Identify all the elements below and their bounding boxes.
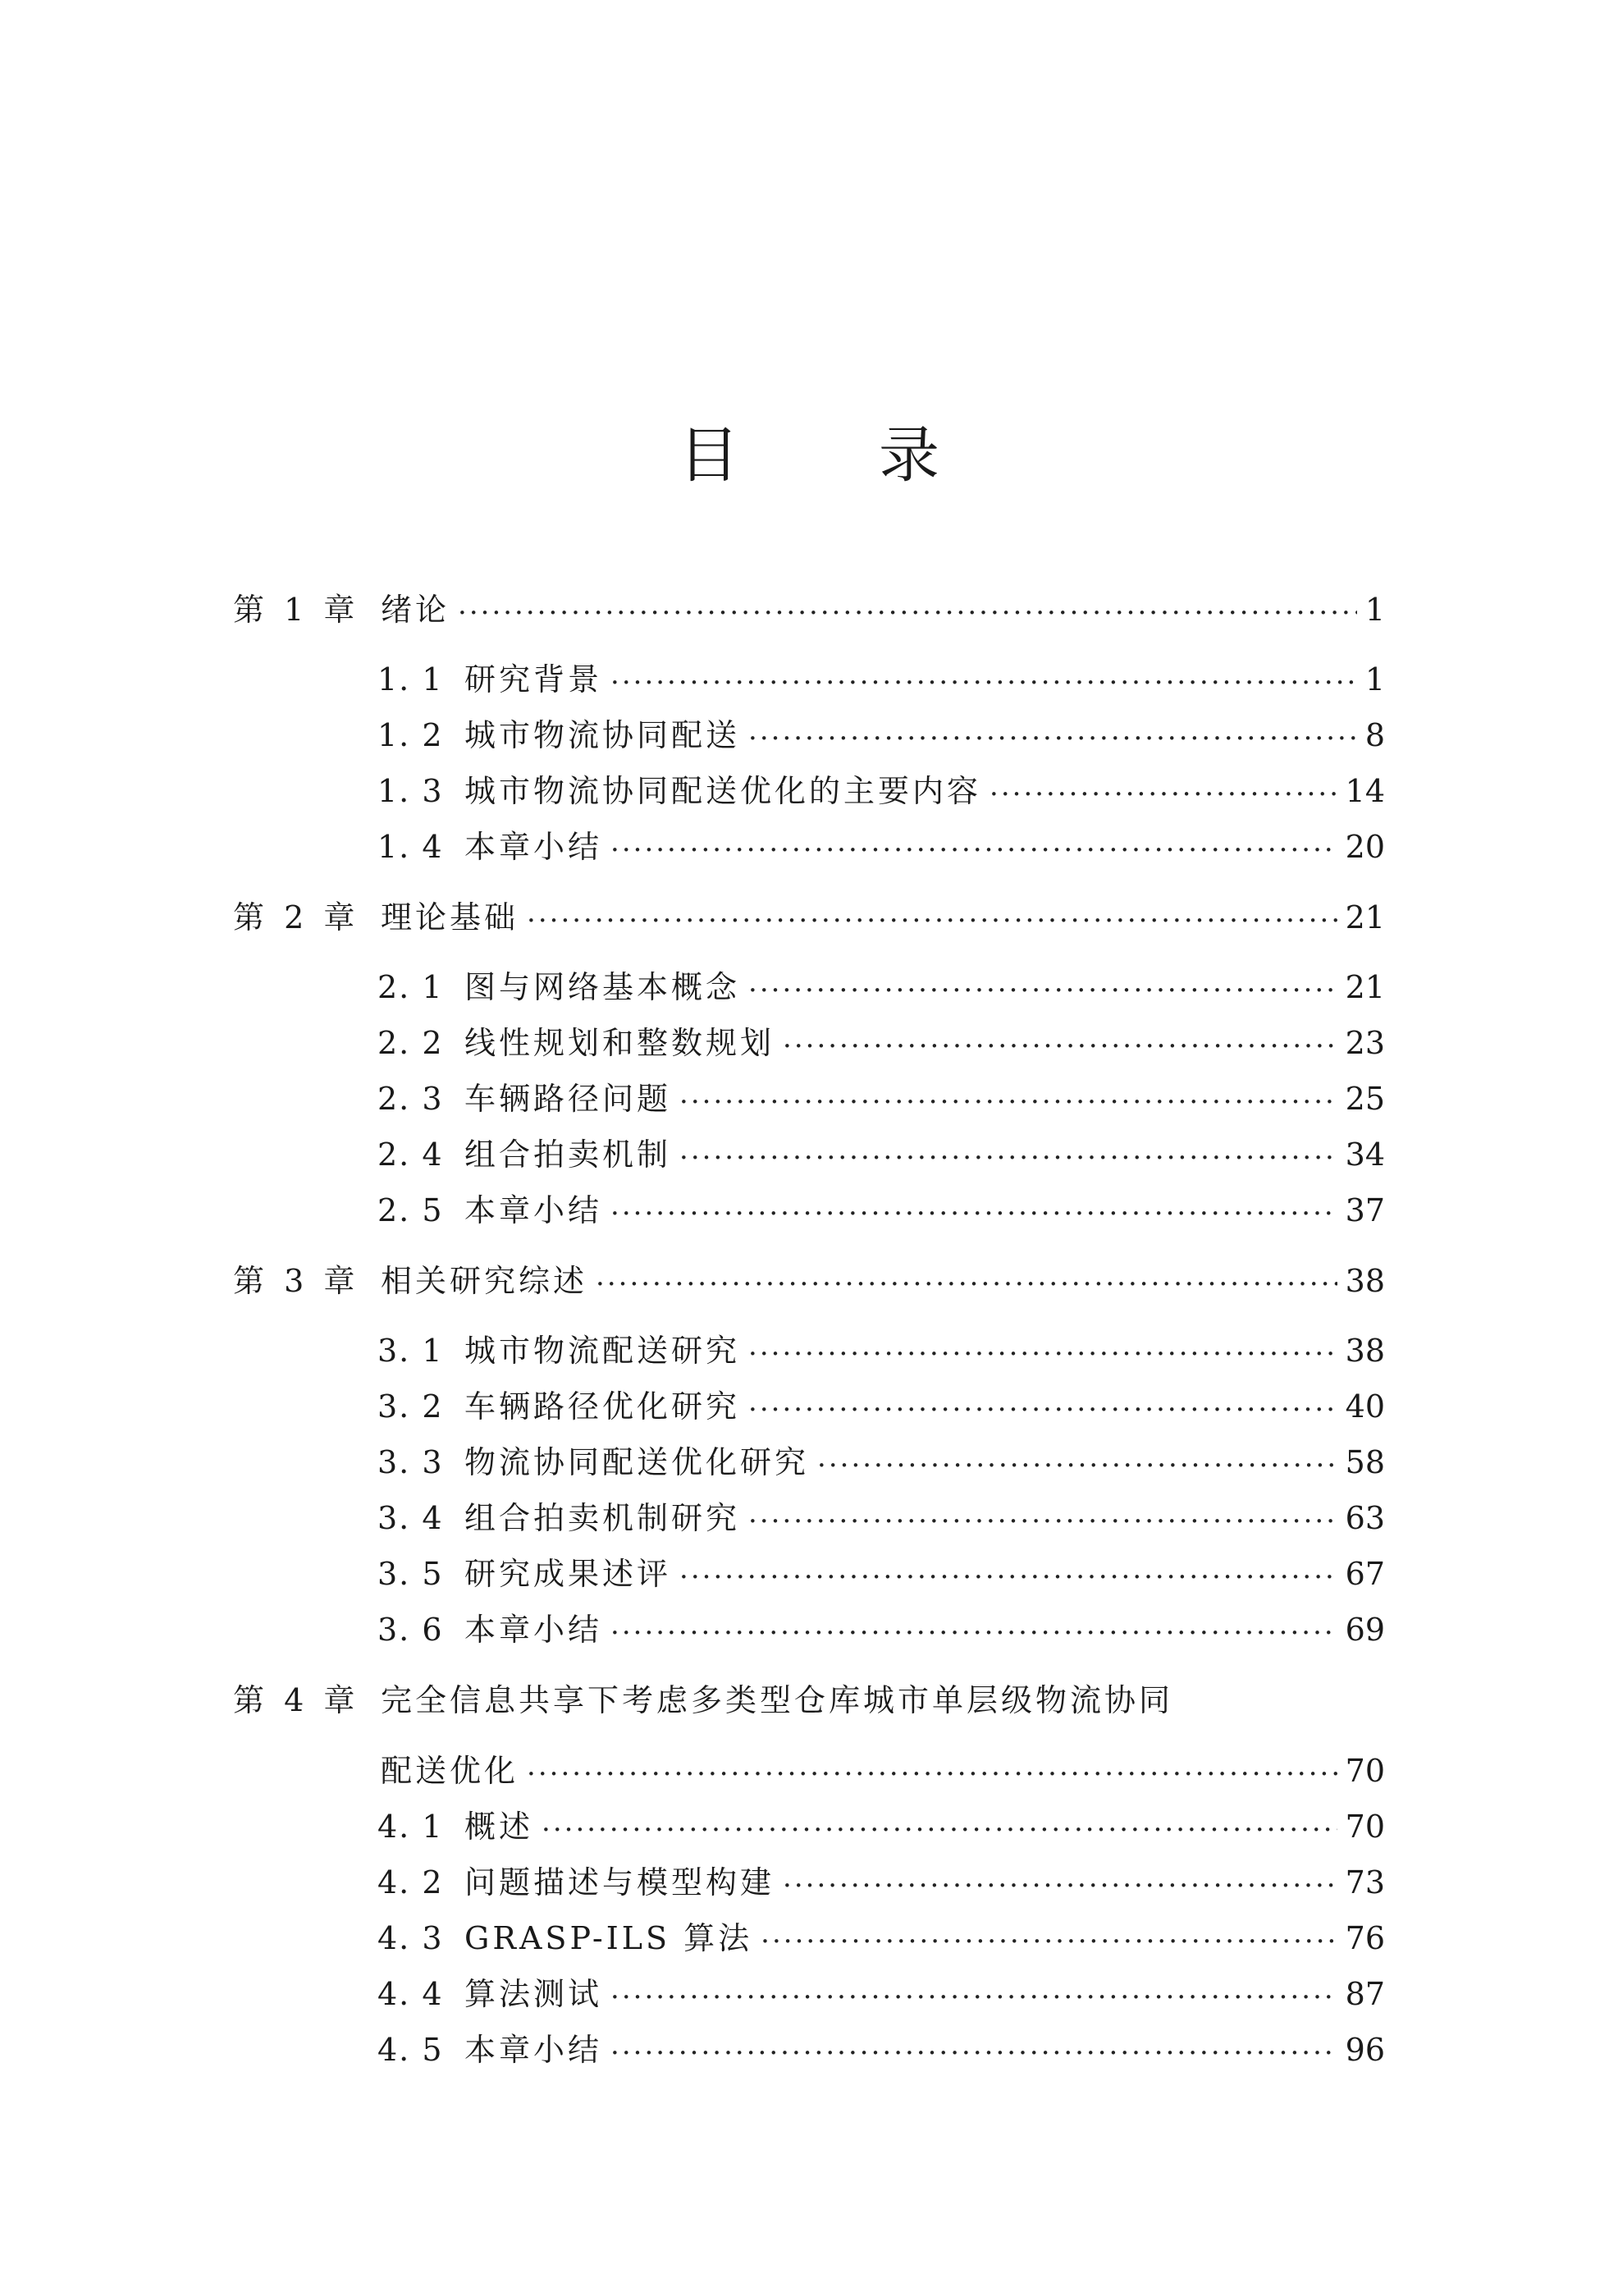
toc-entry-label	[377, 1384, 740, 1429]
toc-entry-number: 4. 4	[377, 1976, 444, 2012]
toc-leader-dots	[679, 1076, 1337, 1122]
toc-entry-label	[377, 2027, 602, 2073]
page-title	[0, 420, 1618, 491]
toc-entry-label	[377, 1328, 740, 1374]
toc-entry-number: 3. 6	[377, 1612, 444, 1648]
toc-entry-label	[233, 1258, 587, 1304]
toc-page-number: 87	[1345, 1976, 1385, 2012]
toc-entry-label	[233, 1677, 1173, 1723]
toc-entry-title: 物流协同配送优化研究	[464, 1444, 810, 1480]
toc-entry-title: 组合拍卖机制	[464, 1137, 672, 1173]
toc-entry-title: 城市物流协同配送优化的主要内容	[464, 773, 982, 809]
toc-section-row[interactable]	[377, 712, 1385, 758]
toc-entry-title: 相关研究综述	[381, 1263, 588, 1299]
toc-entry-label	[233, 587, 450, 633]
toc-entry-label	[377, 1915, 752, 1961]
toc-leader-dots	[748, 1384, 1337, 1429]
toc-leader-dots	[610, 824, 1337, 870]
toc-section-row[interactable]	[377, 1971, 1385, 2017]
toc-page-number: 63	[1345, 1500, 1385, 1536]
toc-entry-title: 完全信息共享下考虑多类型仓库城市单层级物流协同	[381, 1682, 1174, 1718]
toc-entry-title: 城市物流配送研究	[464, 1333, 741, 1369]
toc-entry-number: 3. 5	[377, 1556, 444, 1592]
toc-entry-title: 本章小结	[464, 1192, 603, 1228]
toc-entry-number: 3. 4	[377, 1500, 444, 1536]
toc-leader-dots	[610, 2027, 1337, 2073]
toc-entry-title: 车辆路径优化研究	[464, 1388, 741, 1425]
toc-section-row[interactable]	[377, 656, 1385, 702]
toc-page-number: 96	[1345, 2032, 1385, 2068]
toc-entry-label	[377, 1076, 671, 1122]
toc-page-number: 38	[1345, 1333, 1385, 1369]
toc-section-row[interactable]	[377, 1495, 1385, 1541]
toc-leader-dots	[761, 1915, 1337, 1961]
toc-entry-number: 2. 1	[377, 969, 444, 1005]
toc-page-number: 1	[1364, 661, 1385, 697]
toc-entry-label	[381, 1748, 519, 1794]
toc-entry-number: 1. 2	[377, 717, 444, 753]
toc-page-number: 37	[1345, 1192, 1385, 1228]
toc-leader-dots	[458, 587, 1357, 633]
toc-leader-dots	[783, 1020, 1337, 1066]
toc-entry-title: 研究背景	[464, 661, 603, 697]
toc-section-row[interactable]	[377, 1439, 1385, 1485]
toc-entry-label	[377, 1607, 602, 1653]
toc-entry-label	[377, 1020, 775, 1066]
toc-entry-number: 1. 4	[377, 829, 444, 865]
toc-entry-title: 图与网络基本概念	[464, 969, 741, 1005]
toc-page-number: 23	[1345, 1025, 1385, 1061]
toc-entry-label	[377, 1495, 740, 1541]
toc-entry-title: GRASP-ILS 算法	[464, 1920, 753, 1956]
toc-entry-label	[377, 1187, 602, 1233]
toc-chapter-row[interactable]	[233, 587, 1385, 633]
toc-leader-dots	[748, 1495, 1337, 1541]
toc-chapter-row[interactable]	[233, 894, 1385, 940]
toc-entry-label	[377, 1859, 775, 1905]
toc-section-row[interactable]	[377, 1076, 1385, 1122]
toc-entry-number: 1. 1	[377, 661, 444, 697]
title-char-1: 目	[679, 420, 739, 491]
toc-section-row[interactable]	[377, 1384, 1385, 1429]
toc-page-number: 25	[1345, 1081, 1385, 1117]
toc-chapter-row[interactable]	[233, 1258, 1385, 1304]
toc-page-number: 58	[1345, 1444, 1385, 1480]
toc-entry-number: 4. 1	[377, 1809, 444, 1845]
toc-entry-title: 概述	[464, 1809, 534, 1845]
toc-leader-dots	[748, 712, 1357, 758]
toc-entry-label	[233, 894, 519, 940]
toc-page-number: 76	[1345, 1920, 1385, 1956]
toc-section-row[interactable]	[377, 1859, 1385, 1905]
toc-entry-number: 4. 5	[377, 2032, 444, 2068]
toc-section-row[interactable]	[377, 1020, 1385, 1066]
toc-page-number: 8	[1364, 717, 1385, 753]
toc-entry-title: 问题描述与模型构建	[464, 1864, 775, 1900]
toc-entry-number: 第 3 章	[233, 1263, 360, 1299]
toc-leader-dots	[990, 768, 1337, 814]
toc-section-row[interactable]	[377, 824, 1385, 870]
toc-section-row[interactable]	[377, 1187, 1385, 1233]
toc-entry-label	[377, 1971, 602, 2017]
toc-section-row[interactable]	[377, 1804, 1385, 1850]
toc-leader-dots	[596, 1258, 1337, 1304]
toc-leader-dots	[748, 964, 1337, 1010]
toc-page-number: 34	[1345, 1137, 1385, 1173]
toc-entry-number: 2. 4	[377, 1137, 444, 1173]
toc-entry-title: 线性规划和整数规划	[464, 1025, 775, 1061]
toc-leader-dots	[1182, 1677, 1357, 1723]
toc-leader-dots	[610, 656, 1357, 702]
toc-leader-dots	[679, 1132, 1337, 1178]
toc-page-number: 21	[1345, 899, 1385, 935]
toc-page-number: 70	[1345, 1753, 1385, 1789]
toc-leader-dots	[527, 1748, 1337, 1794]
toc-leader-dots	[542, 1804, 1337, 1850]
toc-entry-label	[377, 1439, 809, 1485]
toc-entry-number: 3. 3	[377, 1444, 444, 1480]
toc-leader-dots	[748, 1328, 1337, 1374]
toc-page-number: 73	[1345, 1864, 1385, 1900]
toc-section-row[interactable]	[377, 1132, 1385, 1178]
toc-entry-number: 第 4 章	[233, 1682, 360, 1718]
toc-section-row[interactable]	[377, 1551, 1385, 1597]
toc-leader-dots	[610, 1971, 1337, 2017]
toc-entry-label	[377, 1551, 671, 1597]
toc-entry-title: 研究成果述评	[464, 1556, 672, 1592]
toc-entry-label	[377, 824, 602, 870]
toc-entry-title: 城市物流协同配送	[464, 717, 741, 753]
toc-section-row[interactable]	[377, 1328, 1385, 1374]
toc-entry-label	[377, 656, 602, 702]
toc-leader-dots	[783, 1859, 1337, 1905]
toc-entry-title: 本章小结	[464, 2032, 603, 2068]
toc-entry-number: 3. 1	[377, 1333, 444, 1369]
toc-page-number: 67	[1345, 1556, 1385, 1592]
toc-leader-dots	[610, 1187, 1337, 1233]
toc-page-number: 20	[1345, 829, 1385, 865]
toc-entry-title: 车辆路径问题	[464, 1081, 672, 1117]
toc-entry-label	[377, 1132, 671, 1178]
toc-section-row[interactable]	[381, 1748, 1385, 1794]
toc-entry-title: 本章小结	[464, 829, 603, 865]
toc-entry-number: 4. 2	[377, 1864, 444, 1900]
toc-entry-title: 本章小结	[464, 1612, 603, 1648]
toc-entry-title: 配送优化	[381, 1753, 519, 1789]
toc-entry-number: 第 2 章	[233, 899, 360, 935]
toc-entry-number: 1. 3	[377, 773, 444, 809]
toc-page-number: 1	[1364, 592, 1385, 628]
toc-page-number: 70	[1345, 1809, 1385, 1845]
toc-entry-number: 2. 3	[377, 1081, 444, 1117]
toc-section-row[interactable]	[377, 964, 1385, 1010]
toc-page-number: 21	[1345, 969, 1385, 1005]
toc-entry-title: 理论基础	[381, 899, 519, 935]
toc-chapter-row[interactable]	[233, 1677, 1385, 1723]
toc-page-number: 38	[1345, 1263, 1385, 1299]
toc-page-number: 40	[1345, 1388, 1385, 1425]
toc-entry-title: 组合拍卖机制研究	[464, 1500, 741, 1536]
toc-entry-title: 算法测试	[464, 1976, 603, 2012]
toc-entry-label	[377, 1804, 533, 1850]
toc-page-number: 69	[1345, 1612, 1385, 1648]
toc-entry-label	[377, 768, 981, 814]
toc-page-number: 14	[1345, 773, 1385, 809]
title-char-2: 录	[879, 420, 939, 491]
toc-section-row[interactable]	[377, 1915, 1385, 1961]
toc-leader-dots	[817, 1439, 1337, 1485]
toc-entry-number: 4. 3	[377, 1920, 444, 1956]
toc-entry-number: 2. 2	[377, 1025, 444, 1061]
toc-entry-number: 2. 5	[377, 1192, 444, 1228]
toc-entry-number: 3. 2	[377, 1388, 444, 1425]
toc-leader-dots	[527, 894, 1337, 940]
toc-entry-number: 第 1 章	[233, 592, 360, 628]
toc-leader-dots	[679, 1551, 1337, 1597]
toc-leader-dots	[610, 1607, 1337, 1653]
toc-section-row[interactable]	[377, 2027, 1385, 2073]
toc-section-row[interactable]	[377, 768, 1385, 814]
toc-entry-label	[377, 712, 740, 758]
toc-entry-label	[377, 964, 740, 1010]
toc-section-row[interactable]	[377, 1607, 1385, 1653]
toc-entry-title: 绪论	[381, 592, 450, 628]
